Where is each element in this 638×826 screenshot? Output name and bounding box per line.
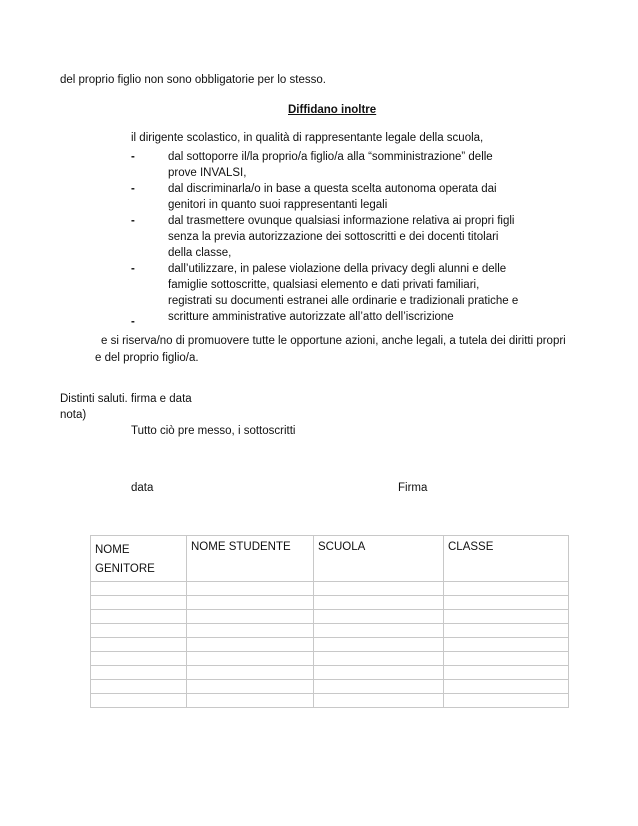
header-classe: CLASSE — [444, 536, 569, 582]
table-cell — [91, 680, 187, 694]
list-item — [131, 261, 529, 325]
section-title: Diffidano inoltre — [288, 104, 377, 116]
bullet-list — [131, 149, 529, 325]
header-nome-studente: NOME STUDENTE — [187, 536, 314, 582]
bullet-line: famiglie sottoscritte, qualsiasi elemento e dati privati familiari, — [168, 279, 480, 291]
bullet-line: scritture amministrative autorizzate all’atto dell’iscrizione — [168, 311, 454, 323]
table-cell — [444, 596, 569, 610]
header-scuola: SCUOLA — [314, 536, 444, 582]
table-cell — [187, 652, 314, 666]
table-row — [91, 680, 569, 694]
bullet-line: registrati su documenti estranei alle ordinarie e tradizionali pratiche e — [168, 295, 519, 307]
table-row — [91, 638, 569, 652]
table-cell — [187, 680, 314, 694]
intro-text: il dirigente scolastico, in qualità di rappresentante legale della scuola, — [131, 132, 484, 144]
table-cell — [187, 694, 314, 708]
table-cell — [314, 596, 444, 610]
table-cell — [444, 680, 569, 694]
bullet-dash: - — [131, 263, 135, 275]
bullet-dash: - — [131, 183, 135, 195]
bullet-line: dall’utilizzare, in palese violazione della privacy degli alunni e delle — [168, 263, 507, 275]
table-row — [91, 610, 569, 624]
riserva-line: e si riserva/no di promuovere tutte le opportune azioni, anche legali, a tutela dei diritti propri — [101, 335, 566, 347]
bullet-line: prove INVALSI, — [168, 167, 247, 179]
table-cell — [91, 596, 187, 610]
bullet-dash: - — [131, 215, 135, 227]
table-cell — [444, 624, 569, 638]
table-cell — [314, 666, 444, 680]
bullet-line: genitori in quanto suoi rappresentanti legali — [168, 199, 388, 211]
table-cell — [314, 638, 444, 652]
text-line-top: del proprio figlio non sono obbligatorie per lo stesso. — [60, 74, 326, 86]
bullet-dash-empty: - — [131, 316, 135, 328]
table-cell — [314, 652, 444, 666]
premesso-text: Tutto ciò pre messo, i sottoscritti — [131, 425, 296, 437]
table-cell — [187, 638, 314, 652]
table-row — [91, 596, 569, 610]
table-cell — [444, 652, 569, 666]
table-header-row — [91, 536, 569, 582]
bullet-line: della classe, — [168, 247, 232, 259]
riserva-paragraph — [95, 333, 581, 367]
table-cell — [314, 624, 444, 638]
bullet-line: dal discriminarla/o in base a questa scelta autonoma operata dai — [168, 183, 497, 195]
table-cell — [187, 596, 314, 610]
table-cell — [187, 624, 314, 638]
table-cell — [91, 694, 187, 708]
table-cell — [91, 624, 187, 638]
table-body — [91, 582, 569, 708]
bullet-line: dal trasmettere ovunque qualsiasi informazione relativa ai propri figli — [168, 215, 515, 227]
table-cell — [444, 666, 569, 680]
table-cell — [91, 582, 187, 596]
bullet-line: dal sottoporre il/la proprio/a figlio/a alla “somministrazione” delle — [168, 151, 493, 163]
list-item — [131, 181, 529, 213]
table-row — [91, 666, 569, 680]
table-cell — [314, 610, 444, 624]
table-cell — [187, 666, 314, 680]
table-cell — [91, 610, 187, 624]
table-row — [91, 694, 569, 708]
nota-text: nota) — [60, 409, 87, 421]
list-item — [131, 213, 529, 261]
table-cell — [91, 638, 187, 652]
table-cell — [314, 582, 444, 596]
bullet-line: senza la previa autorizzazione dei sottoscritti e dei docenti titolari — [168, 231, 499, 243]
table-cell — [91, 652, 187, 666]
table-cell — [314, 694, 444, 708]
table-cell — [444, 638, 569, 652]
table-cell — [444, 582, 569, 596]
bullet-dash: - — [131, 151, 135, 163]
table-cell — [91, 666, 187, 680]
table-row — [91, 582, 569, 596]
table-cell — [314, 680, 444, 694]
saluti-text: Distinti saluti. firma e data — [60, 393, 192, 405]
data-label: data — [131, 482, 154, 494]
riserva-line: e del proprio figlio/a. — [95, 352, 199, 364]
firma-label: Firma — [398, 482, 428, 494]
table-cell — [187, 582, 314, 596]
list-item — [131, 149, 529, 181]
table-cell — [444, 610, 569, 624]
table-row — [91, 624, 569, 638]
table-cell — [187, 610, 314, 624]
table-row — [91, 652, 569, 666]
table-cell — [444, 694, 569, 708]
signature-table — [90, 535, 569, 708]
header-nome-genitore: NOME GENITORE — [91, 536, 187, 582]
